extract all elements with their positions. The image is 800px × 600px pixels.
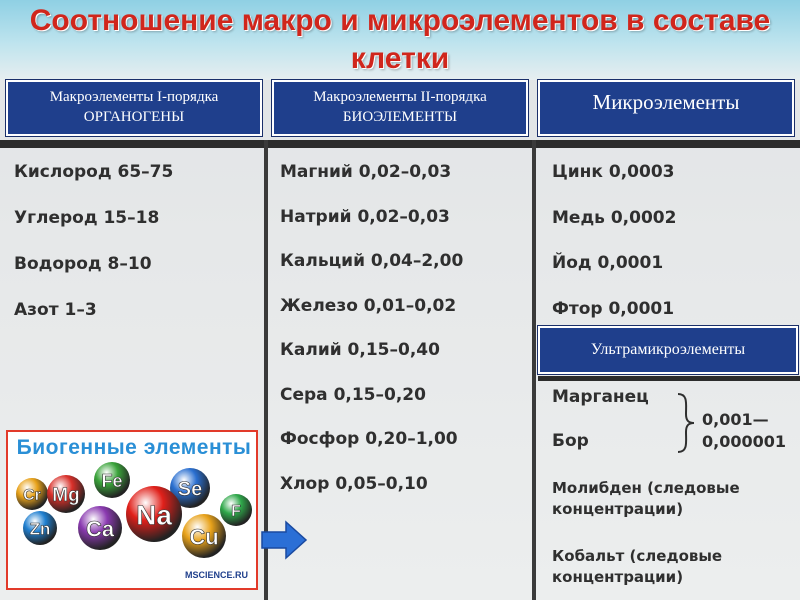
image-caption: MSCIENCE.RU: [184, 570, 248, 580]
element-symbol-f: F: [231, 503, 241, 521]
macro1-list: [14, 158, 173, 342]
element-symbol-cu: Cu: [189, 524, 219, 550]
list-item: Железо 0,01–0,02: [280, 295, 457, 316]
list-item: Цинк 0,0003: [552, 162, 675, 182]
slide-title: Соотношение макро и микроэлементов в составе клетки: [29, 4, 771, 75]
header-micro: Микроэлементы: [538, 80, 794, 136]
list-item: Кислород 65–75: [14, 162, 174, 182]
ultra-divider: [538, 376, 800, 381]
list-item: Углерод 15–18: [14, 208, 160, 228]
ultra-range: [672, 392, 800, 452]
ultra-extra-item: Кобальт (следовые концентрации): [552, 547, 723, 586]
brace-icon: [674, 392, 698, 454]
header-macro-2: Макроэлементы II-порядка БИОЭЛЕМЕНТЫ: [272, 80, 528, 136]
list-item: Сера 0,15–0,20: [280, 384, 426, 405]
ultra-list: [552, 384, 649, 472]
header-macro-1: Макроэлементы I-порядка ОРГАНОГЕНЫ: [6, 80, 262, 136]
list-item: Азот 1–3: [14, 300, 97, 320]
header-ultra-label: Ультрамикроэлементы: [590, 341, 746, 358]
list-item: Йод 0,0001: [552, 253, 664, 273]
list-item: Кальций 0,04–2,00: [280, 251, 464, 271]
element-symbol-fe: Fe: [101, 470, 123, 491]
list-item: Медь 0,0002: [552, 207, 677, 228]
list-item: Марганец: [552, 387, 649, 407]
range-to: 0,000001: [702, 432, 787, 451]
list-item: Фтор 0,0001: [552, 298, 675, 319]
element-symbol-mg: Mg: [52, 485, 80, 507]
range-from: 0,001—: [702, 410, 769, 429]
list-item: Фосфор 0,20–1,00: [280, 429, 458, 449]
header-divider: [0, 140, 800, 148]
element-symbol-se: Se: [177, 478, 203, 501]
list-item: Водород 8–10: [14, 254, 152, 274]
column-divider-2: [532, 140, 536, 600]
list-item: Натрий 0,02–0,03: [280, 206, 450, 227]
element-balls: [8, 432, 258, 590]
ultra-extra-item: Молибден (следовые концентрации): [552, 479, 740, 518]
element-symbol-cr: Cr: [23, 487, 41, 505]
element-symbol-zn: Zn: [29, 519, 51, 539]
header-ultra: [538, 326, 798, 374]
list-item: Магний 0,02–0,03: [280, 162, 452, 182]
image-title: Биогенные элементы: [16, 436, 252, 459]
macro2-list: [280, 158, 463, 514]
list-item: Бор: [552, 431, 589, 451]
list-item: Калий 0,15–0,40: [280, 340, 440, 360]
element-symbol-na: Na: [136, 499, 172, 531]
biogenic-elements-image: [6, 430, 258, 590]
arrow-right-icon: [260, 520, 308, 560]
micro-list: [552, 158, 676, 340]
element-symbol-ca: Ca: [85, 516, 115, 542]
list-item: Хлор 0,05–0,10: [280, 473, 428, 494]
